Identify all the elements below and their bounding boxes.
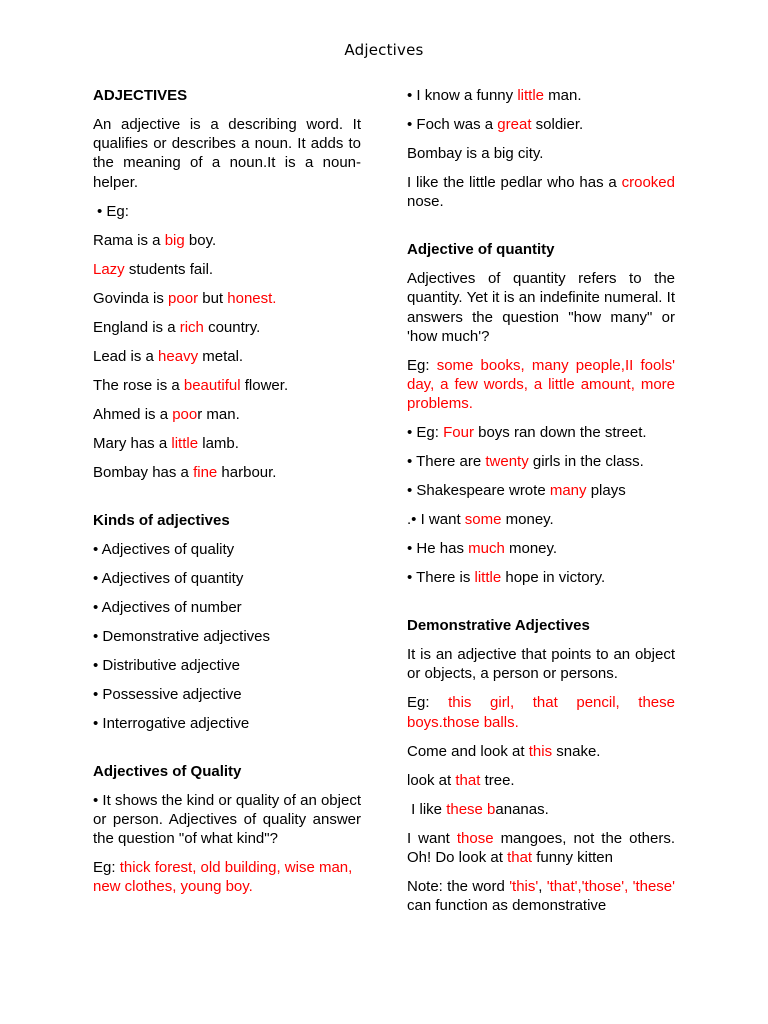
example-line: England is a rich country. (93, 318, 261, 336)
kinds-list-item: • Possessive adjective (93, 685, 242, 703)
example-line: look at that tree. (407, 771, 515, 789)
example-line: Rama is a big boy. (93, 231, 217, 249)
section-heading-quality: Adjectives of Quality (93, 762, 242, 780)
example-line: Ahmed is a poor man. (93, 405, 240, 423)
example-line: I like the little pedlar who has a crooked nose. (407, 174, 675, 211)
example-line: Mary has a little lamb. (93, 434, 239, 452)
quantity-description: Adjectives of quantity refers to the quantity. Yet it is an indefinite numeral. It answers the question "how many" or 'how much'? (407, 270, 675, 345)
section-heading-adjectives: ADJECTIVES (93, 87, 188, 104)
left-column (93, 86, 361, 906)
example-line: .• I want some money. (407, 511, 554, 529)
demonstrative-eg: Eg: this girl, that pencil, these boys.those balls. (407, 694, 675, 731)
kinds-list-item: • Distributive adjective (93, 656, 240, 674)
section-heading-kinds: Kinds of adjectives (93, 511, 230, 529)
example-line: Govinda is poor but honest. (93, 289, 277, 307)
example-line: • Shakespeare wrote many plays (407, 482, 626, 500)
example-line: • I know a funny little man. (407, 87, 582, 104)
quantity-eg: Eg: some books, many people,II fools' day, a few words, a little amount, more problems. (407, 356, 675, 413)
example-line: Come and look at this snake. (407, 742, 601, 760)
kinds-list-item: • Adjectives of number (93, 598, 242, 616)
intro-paragraph: An adjective is a describing word. It qualifies or describes a noun. It adds to the meaning of a noun.It is a noun-helper. (93, 116, 361, 191)
kinds-list-item: • Interrogative adjective (93, 714, 250, 732)
example-line: Bombay has a fine harbour. (93, 463, 277, 481)
example-line: I want those mangoes, not the others. Oh! Do look at that funny kitten (407, 829, 676, 866)
page-title: Adjectives (344, 41, 424, 59)
example-line: Lead is a heavy metal. (93, 347, 244, 365)
kinds-list-item: • Adjectives of quality (93, 540, 235, 558)
example-line: • There is little hope in victory. (407, 569, 606, 587)
section-heading-demonstrative: Demonstrative Adjectives (407, 617, 590, 635)
demonstrative-description: It is an adjective that points to an object or objects, a person or persons. (407, 646, 675, 683)
quality-description: • It shows the kind or quality of an object or person. Adjectives of quality answer the question "of what kind"? (93, 791, 361, 848)
example-line: Lazy students fail. (93, 260, 214, 278)
example-line: The rose is a beautiful flower. (93, 376, 289, 394)
quality-eg: Eg: thick forest, old building, wise man, new clothes, young boy. (93, 859, 353, 896)
kinds-list-item: • Demonstrative adjectives (93, 627, 270, 645)
example-line: • Foch was a great soldier. (407, 116, 584, 133)
example-line: • There are twenty girls in the class. (407, 453, 644, 471)
example-line: I like these bananas. (407, 800, 549, 818)
section-heading-quantity: Adjective of quantity (407, 241, 555, 259)
right-column (407, 86, 675, 925)
example-line: Bombay is a big city. (407, 145, 544, 162)
example-line: • He has much money. (407, 540, 558, 558)
kinds-list-item: • Adjectives of quantity (93, 569, 244, 587)
eg-label: • Eg: (97, 202, 129, 220)
note-paragraph: Note: the word 'this', 'that','those', 'these' can function as demonstrative (407, 877, 676, 915)
example-line: • Eg: Four boys ran down the street. (407, 424, 647, 442)
